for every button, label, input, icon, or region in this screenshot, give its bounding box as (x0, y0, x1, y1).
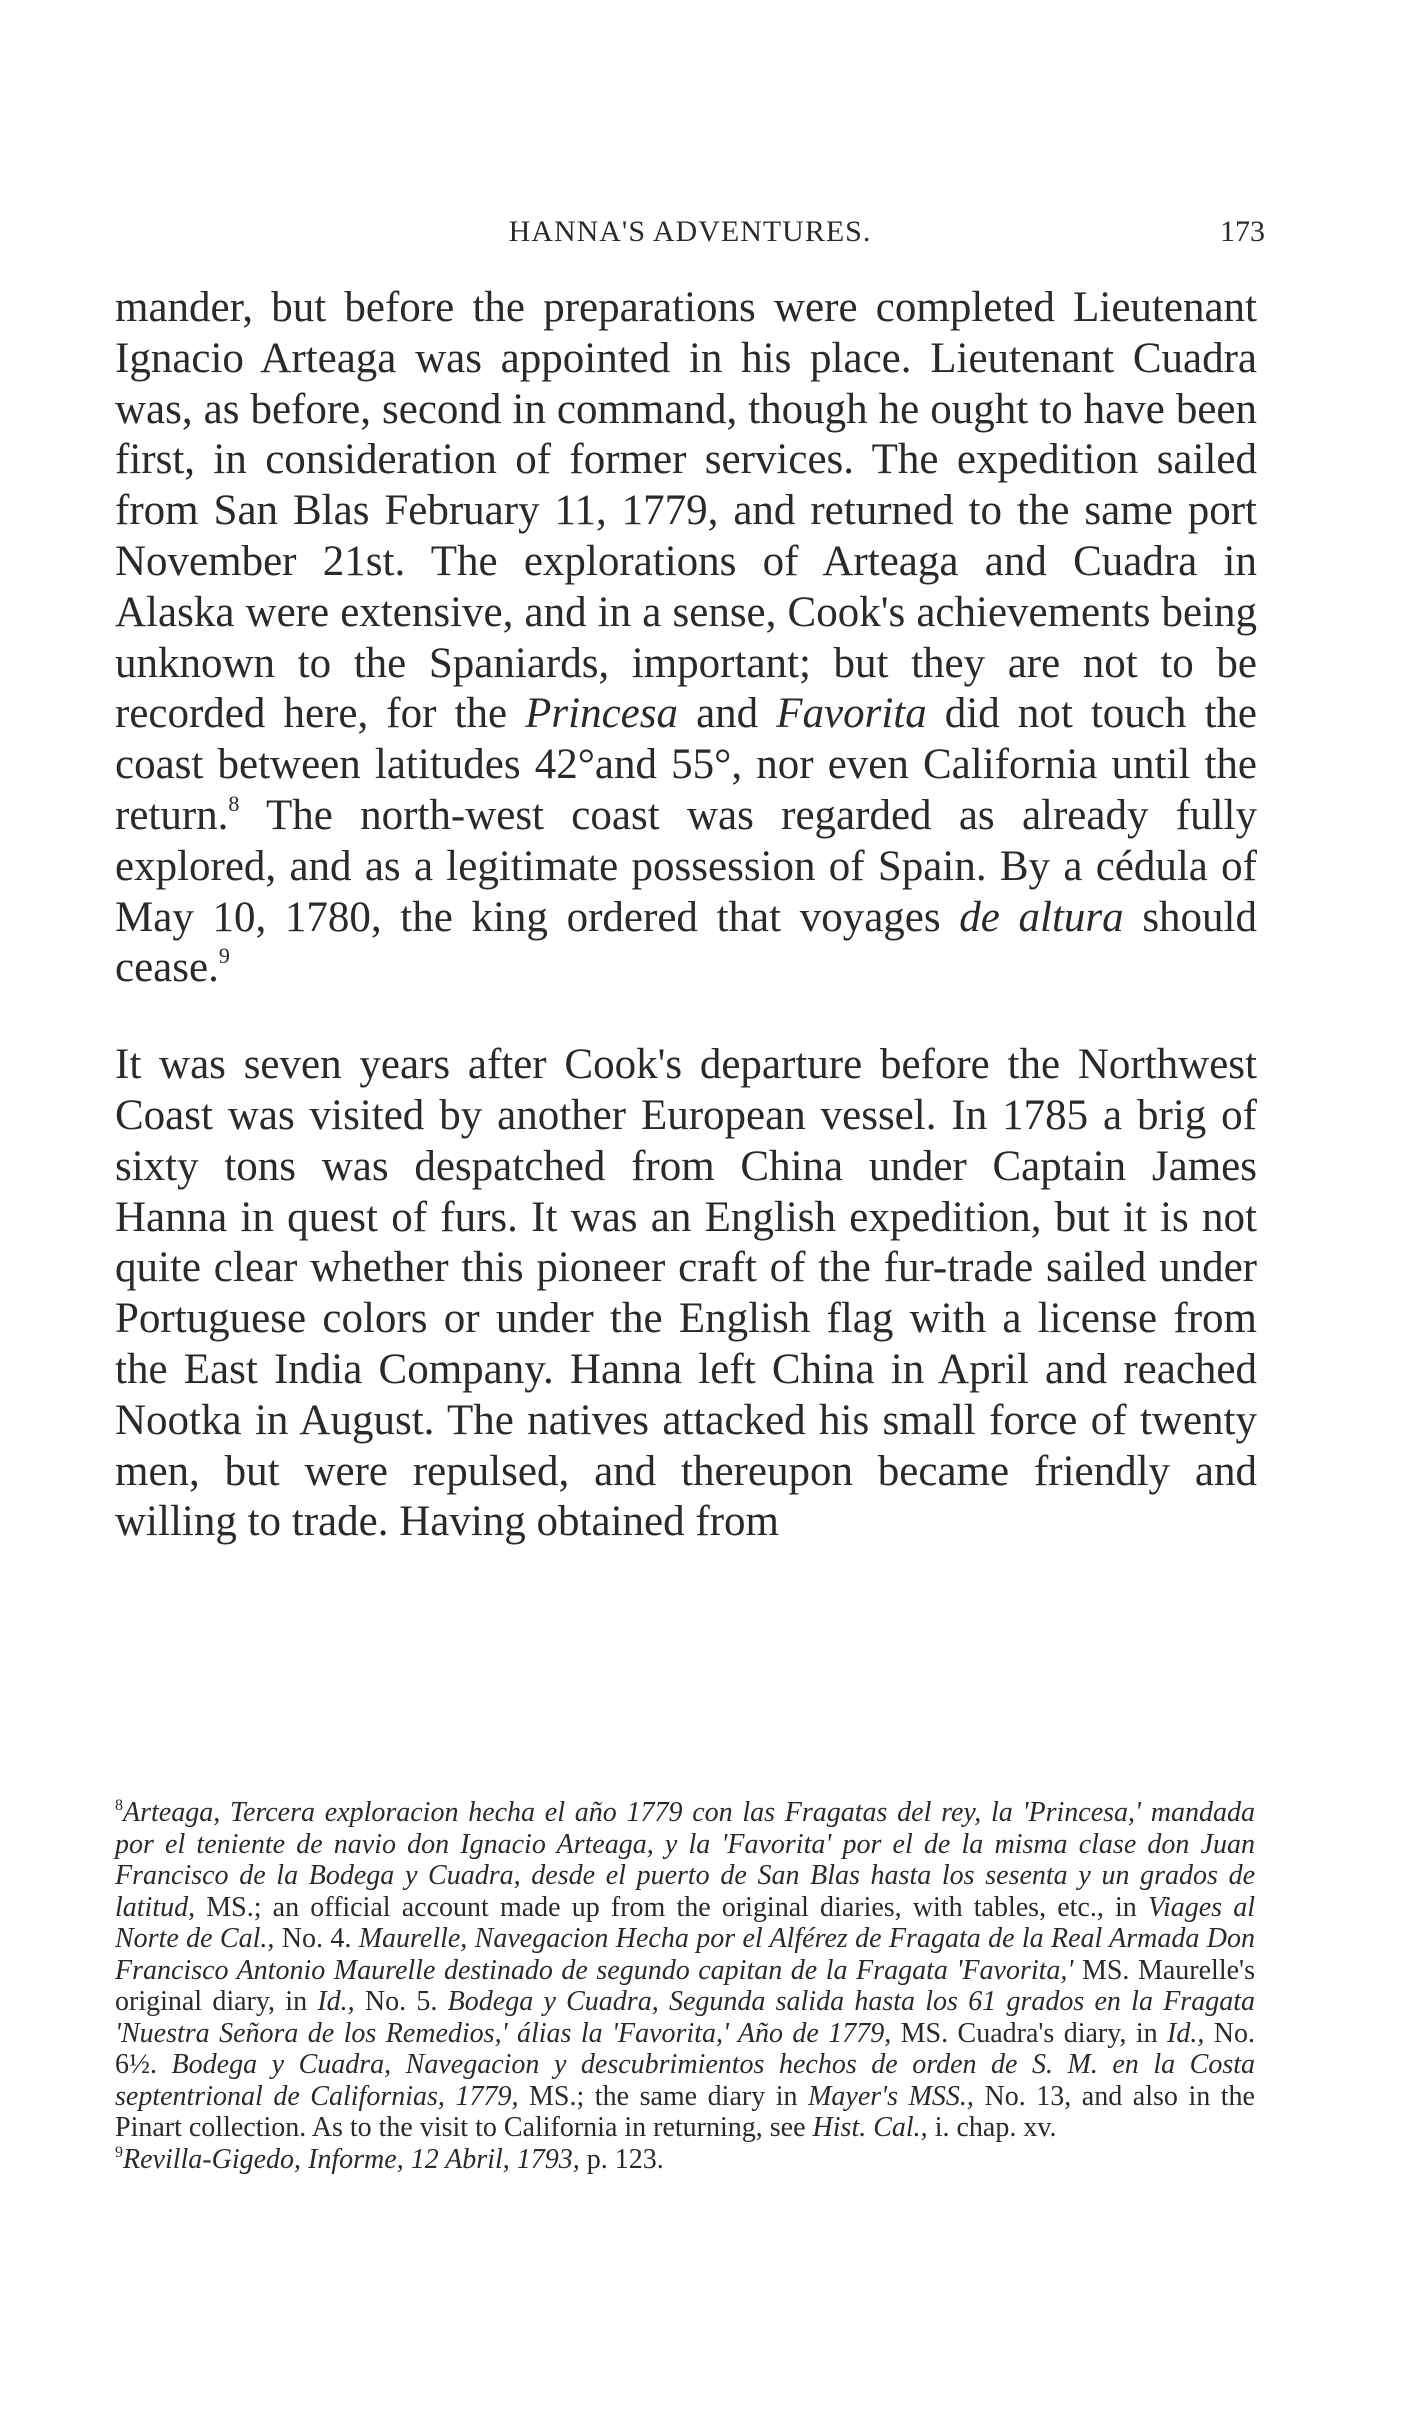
ship-name-princesa: Princesa (525, 690, 678, 738)
footnote-8-citation-1: Arteaga, Tercera exploracion hecha el año 1779 con las Fragatas del rey, la 'Princesa,' mandada por el teniente de navio don Ignacio Arteaga, y la 'Favorita' por el de la misma clase don Juan Francisco de la Bodega y Cuadra, desde el puerto de San Blas hasta los sesenta y un grados de latitud, (115, 1797, 1255, 1923)
footnote-8 (115, 1797, 1255, 2144)
footnote-8-text-4: No. 5. (354, 1986, 448, 2017)
footnote-8-citation-9: Hist. Cal., (812, 2112, 928, 2143)
running-head: HANNA'S ADVENTURES. (508, 215, 872, 248)
footnotes (115, 1797, 1255, 2175)
footnote-8-text-6: No. 6½. (115, 2017, 1255, 2080)
footnote-8-text-3: MS. Maurelle's original diary, in (115, 1954, 1255, 2017)
italic-phrase: de altura (959, 893, 1124, 941)
footnote-8-citation-6: Id., (1167, 2017, 1205, 2049)
footnote-ref-8[interactable]: 8 (228, 790, 240, 816)
footnote-8-citation-3: Maurelle, Navegacion Hecha por el Alférez de Fragata de la Real Armada Don Francisco Antonio Maurelle destinado de segundo capitan de la Fragata 'Favorita,' (115, 1923, 1255, 1986)
paragraph-1-text-2: and (677, 690, 777, 738)
footnote-8-text-8: No. 13, and also in the Pinart collection. As to the visit to California in returning, see (115, 2080, 1255, 2143)
footnote-8-text-7: MS.; the same diary in (518, 2080, 809, 2112)
page-number: 173 (1220, 215, 1265, 248)
footnote-8-citation-8: Mayer's MSS., (808, 2080, 974, 2112)
footnote-8-citation-5: Bodega y Cuadra, Segunda salida hasta los 61 grados en la Fragata 'Nuestra Señora de los Remedios,' álias la 'Favorita,' Año de 1779, (115, 1986, 1255, 2049)
footnote-9-mark: 9 (115, 2143, 123, 2161)
footnote-8-text-9: i. chap. xv. (927, 2112, 1057, 2143)
footnote-9-text-1: p. 123. (579, 2143, 664, 2175)
footnote-9-citation-1: Revilla-Gigedo, Informe, 12 Abril, 1793, (123, 2143, 580, 2175)
footnote-8-citation-4: Id., (317, 1986, 355, 2017)
footnote-8-text-1: MS.; an official account made up from the original diaries, with tables, etc., in (195, 1891, 1148, 1923)
paragraph-1-text-4: The north-west coast was regarded as already fully explored, and as a legitimate possession of Spain. By a cédula of May 10, 1780, the king ordered that voyages (115, 791, 1257, 941)
footnote-8-citation-7: Bodega y Cuadra, Navegacion y descubrimientos hechos de orden de S. M. en la Costa septentrional de Californias, 1779, (115, 2049, 1256, 2112)
paragraph-1-text-3: did not touch the coast between latitudes 42°and 55°, nor even California until the return. (115, 690, 1257, 839)
paragraph-1-text-5: should cease. (115, 893, 1257, 992)
footnote-8-citation-2: Viages al Norte de Cal., (115, 1891, 1255, 1954)
footnote-8-text-5: MS. Cuadra's diary, in (891, 2017, 1168, 2049)
page-header (115, 212, 1265, 252)
ship-name-favorita: Favorita (776, 690, 927, 738)
footnote-ref-9[interactable]: 9 (218, 943, 230, 969)
footnote-8-mark: 8 (115, 1797, 123, 1814)
paragraph-2: It was seven years after Cook's departure before the Northwest Coast was visited by another European vessel. In 1785 a brig of sixty tons was despatched from China under Captain James Hanna in quest of furs. It was an English expedition, but it is not quite clear whether this pioneer craft of the fur-trade sailed under Portuguese colors or under the English flag with a license from the East India Company. Hanna left China in April and reached Nootka in August. The natives attacked his small force of twenty men, but were repulsed, and thereupon became friendly and willing to trade. Having obtained from (115, 1041, 1257, 1546)
body-text (115, 283, 1257, 1548)
paragraph-1-text-1: mander, but before the preparations were completed Lieutenant Ignacio Arteaga was appointed in his place. Lieutenant Cuadra was, as before, second in command, though he ought to have been first, in consideration of former services. The expedition sailed from San Blas February 11, 1779, and returned to the same port November 21st. The explorations of Arteaga and Cuadra in Alaska were extensive, and in a sense, Cook's achievements being unknown to the Spaniards, important; but they are not to be recorded here, for the (115, 284, 1257, 738)
footnote-9 (115, 2144, 1255, 2176)
paragraph-1 (115, 283, 1257, 994)
footnote-8-text-2: No. 4. (274, 1923, 359, 1954)
